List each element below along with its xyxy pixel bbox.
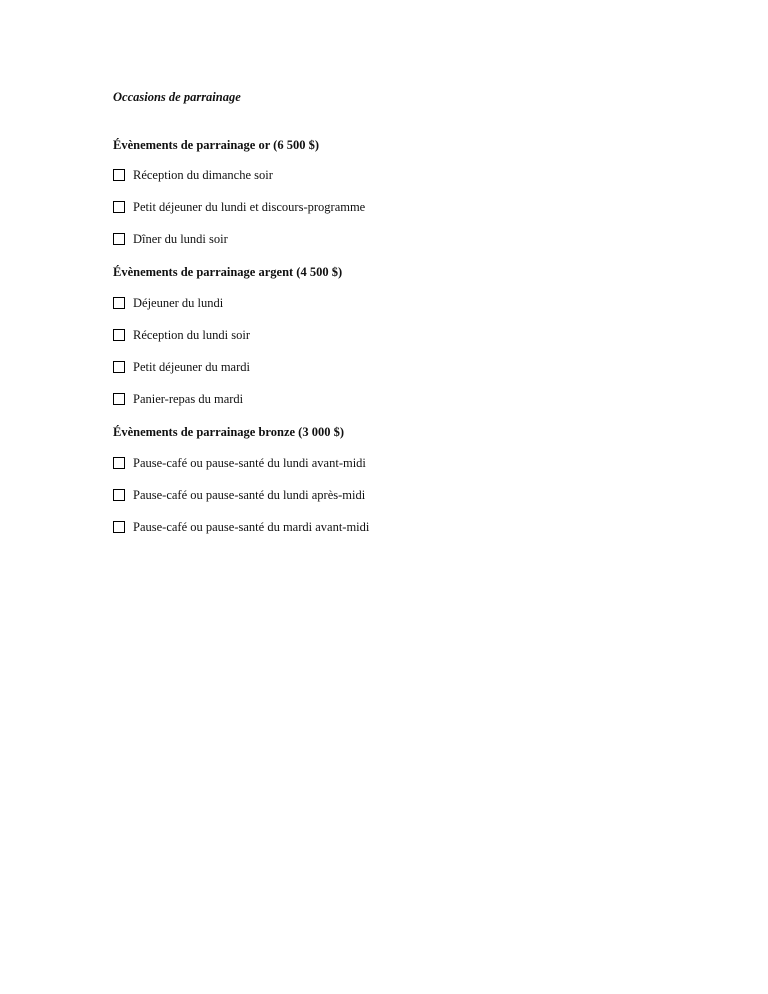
option-label: Pause-café ou pause-santé du lundi avant-midi (133, 455, 366, 470)
option-row[interactable] (113, 168, 273, 182)
option-row[interactable] (113, 520, 369, 534)
section-heading-gold: Évènements de parrainage or (6 500 $) (113, 138, 319, 152)
option-row[interactable] (113, 360, 250, 374)
section-heading-bronze: Évènements de parrainage bronze (3 000 $) (113, 425, 344, 439)
document-title: Occasions de parrainage (113, 90, 241, 104)
option-label: Pause-café ou pause-santé du lundi après-midi (133, 487, 366, 502)
option-row[interactable] (113, 456, 366, 470)
checkbox[interactable] (113, 521, 125, 533)
option-label: Pause-café ou pause-santé du mardi avant-midi (133, 519, 370, 534)
option-label: Petit déjeuner du mardi (133, 359, 250, 374)
option-row[interactable] (113, 488, 365, 502)
option-row[interactable] (113, 296, 223, 310)
checkbox[interactable] (113, 329, 125, 341)
checkbox[interactable] (113, 169, 125, 181)
checkbox[interactable] (113, 361, 125, 373)
option-row[interactable] (113, 200, 365, 214)
option-label: Réception du lundi soir (133, 327, 250, 342)
option-label: Panier-repas du mardi (133, 391, 244, 406)
option-row[interactable] (113, 328, 250, 342)
checkbox[interactable] (113, 393, 125, 405)
section-heading-silver: Évènements de parrainage argent (4 500 $) (113, 265, 343, 279)
checkbox[interactable] (113, 489, 125, 501)
option-label: Petit déjeuner du lundi et discours-programme (133, 199, 366, 214)
checkbox[interactable] (113, 297, 125, 309)
option-label: Dîner du lundi soir (133, 231, 228, 246)
checkbox[interactable] (113, 233, 125, 245)
checkbox[interactable] (113, 457, 125, 469)
checkbox[interactable] (113, 201, 125, 213)
option-row[interactable] (113, 232, 228, 246)
option-row[interactable] (113, 392, 243, 406)
option-label: Réception du dimanche soir (133, 167, 273, 182)
option-label: Déjeuner du lundi (133, 295, 224, 310)
